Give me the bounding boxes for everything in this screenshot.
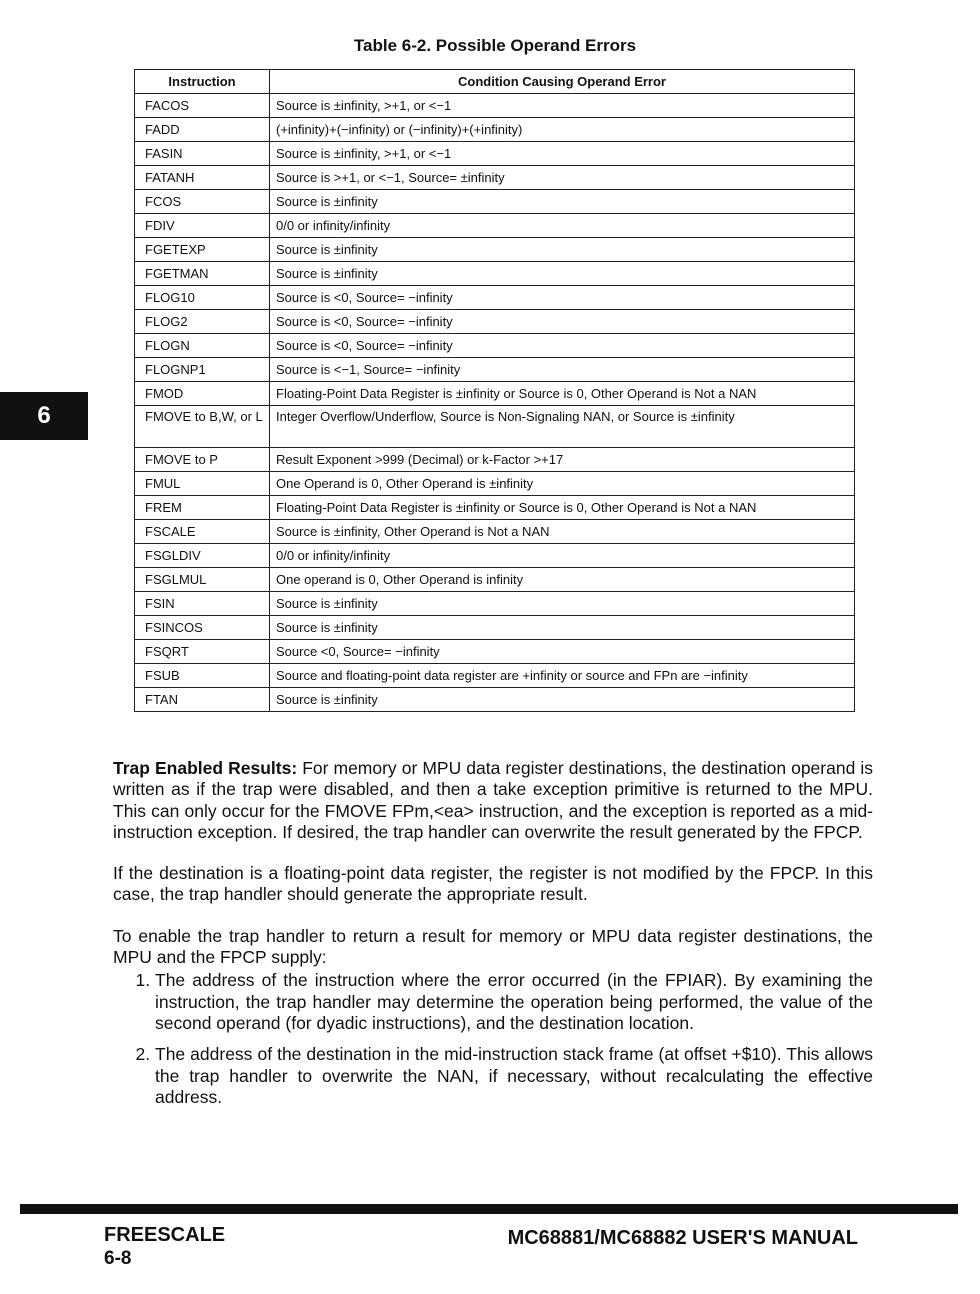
footer-brand: FREESCALE xyxy=(104,1224,226,1246)
table-row xyxy=(135,238,855,262)
instruction-cell: FLOG10 xyxy=(135,286,270,310)
condition-cell: Floating-Point Data Register is ±infinity or Source is 0, Other Operand is Not a NAN xyxy=(270,496,855,520)
table-row xyxy=(135,262,855,286)
instruction-cell: FGETEXP xyxy=(135,238,270,262)
table-row xyxy=(135,142,855,166)
condition-cell: Source is <−1, Source= −infinity xyxy=(270,358,855,382)
column-header: Instruction xyxy=(135,70,270,94)
paragraph: If the destination is a floating-point data register, the register is not modified by the FPCP. In this case, the trap handler should generate the appropriate result. xyxy=(113,863,873,905)
condition-cell: One Operand is 0, Other Operand is ±infinity xyxy=(270,472,855,496)
condition-cell: Source is ±infinity, >+1, or <−1 xyxy=(270,142,855,166)
table-row xyxy=(135,664,855,688)
instruction-cell: FCOS xyxy=(135,190,270,214)
table-row xyxy=(135,448,855,472)
table-row xyxy=(135,568,855,592)
instruction-cell: FDIV xyxy=(135,214,270,238)
footer-rule xyxy=(20,1204,958,1214)
instruction-cell: FMOVE to B,W, or L xyxy=(135,406,270,448)
table-row xyxy=(135,472,855,496)
instruction-cell: FSUB xyxy=(135,664,270,688)
condition-cell: Source is ±infinity xyxy=(270,190,855,214)
table-row xyxy=(135,406,855,448)
condition-cell: Source is ±infinity xyxy=(270,616,855,640)
operand-errors-table xyxy=(134,69,855,712)
instruction-cell: FTAN xyxy=(135,688,270,712)
condition-cell: Source is ±infinity xyxy=(270,262,855,286)
condition-cell: Floating-Point Data Register is ±infinity or Source is 0, Other Operand is Not a NAN xyxy=(270,382,855,406)
table-row xyxy=(135,358,855,382)
manual-title: MC68881/MC68882 USER'S MANUAL xyxy=(507,1227,858,1249)
condition-cell: Source is ±infinity xyxy=(270,238,855,262)
paragraph: To enable the trap handler to return a result for memory or MPU data register destinations, the MPU and the FPCP supply: xyxy=(113,925,873,968)
table-row xyxy=(135,118,855,142)
instruction-cell: FSINCOS xyxy=(135,616,270,640)
numbered-list xyxy=(113,970,873,1108)
instruction-cell: FATANH xyxy=(135,166,270,190)
instruction-cell: FASIN xyxy=(135,142,270,166)
instruction-cell: FADD xyxy=(135,118,270,142)
condition-cell: Result Exponent >999 (Decimal) or k-Factor >+17 xyxy=(270,448,855,472)
chapter-tab: 6 xyxy=(0,392,88,440)
table-row xyxy=(135,382,855,406)
table-row xyxy=(135,592,855,616)
instruction-cell: FSCALE xyxy=(135,520,270,544)
body-text xyxy=(113,758,873,1118)
page-number: 6-8 xyxy=(104,1248,132,1269)
paragraph-lead: Trap Enabled Results: xyxy=(113,758,298,778)
table-row xyxy=(135,520,855,544)
table-row xyxy=(135,190,855,214)
table-row xyxy=(135,496,855,520)
condition-cell: 0/0 or infinity/infinity xyxy=(270,214,855,238)
instruction-cell: FSQRT xyxy=(135,640,270,664)
condition-cell: Source and floating-point data register are +infinity or source and FPn are −infinity xyxy=(270,664,855,688)
condition-cell: Source is ±infinity xyxy=(270,688,855,712)
condition-cell: Source is <0, Source= −infinity xyxy=(270,286,855,310)
instruction-cell: FREM xyxy=(135,496,270,520)
table-row xyxy=(135,688,855,712)
instruction-cell: FMOD xyxy=(135,382,270,406)
condition-cell: Source is <0, Source= −infinity xyxy=(270,334,855,358)
instruction-cell: FLOGNP1 xyxy=(135,358,270,382)
paragraph xyxy=(113,758,873,843)
table-row xyxy=(135,616,855,640)
list-item: 2. The address of the destination in the mid-instruction stack frame (at offset +$10). This allows the trap handler to overwrite the NAN, if necessary, without recalculating the effective address. xyxy=(155,1044,873,1108)
table-title: Table 6-2. Possible Operand Errors xyxy=(353,36,637,55)
condition-cell: Source <0, Source= −infinity xyxy=(270,640,855,664)
condition-cell: One operand is 0, Other Operand is infinity xyxy=(270,568,855,592)
condition-cell: Integer Overflow/Underflow, Source is Non-Signaling NAN, or Source is ±infinity xyxy=(270,406,855,448)
table-row xyxy=(135,286,855,310)
instruction-cell: FACOS xyxy=(135,94,270,118)
instruction-cell: FLOGN xyxy=(135,334,270,358)
table-row xyxy=(135,94,855,118)
instruction-cell: FSGLMUL xyxy=(135,568,270,592)
condition-cell: Source is >+1, or <−1, Source= ±infinity xyxy=(270,166,855,190)
instruction-cell: FSIN xyxy=(135,592,270,616)
column-header: Condition Causing Operand Error xyxy=(270,70,855,94)
list-item: 1. The address of the instruction where the error occurred (in the FPIAR). By examining the instruction, the trap handler may determine the operation being performed, the value of the second operand (for dyadic instructions), and the destination location. xyxy=(155,970,873,1034)
instruction-cell: FLOG2 xyxy=(135,310,270,334)
instruction-cell: FGETMAN xyxy=(135,262,270,286)
table-row xyxy=(135,640,855,664)
condition-cell: (+infinity)+(−infinity) or (−infinity)+(+infinity) xyxy=(270,118,855,142)
condition-cell: Source is <0, Source= −infinity xyxy=(270,310,855,334)
paragraph-text: For memory or MPU data register destinations, the destination operand is written as if the trap were disabled, and then a take exception primitive is returned to the MPU. This can only occur for the FMOVE FPm,<ea> instruction, and the exception is reported as a mid-instruction exception. If desired, the trap handler can overwrite the result generated by the FPCP. xyxy=(113,758,873,842)
table-row xyxy=(135,166,855,190)
table-row xyxy=(135,334,855,358)
table-row xyxy=(135,214,855,238)
condition-cell: Source is ±infinity, >+1, or <−1 xyxy=(270,94,855,118)
instruction-cell: FMUL xyxy=(135,472,270,496)
condition-cell: 0/0 or infinity/infinity xyxy=(270,544,855,568)
condition-cell: Source is ±infinity, Other Operand is Not a NAN xyxy=(270,520,855,544)
table-row xyxy=(135,544,855,568)
table-row xyxy=(135,310,855,334)
instruction-cell: FMOVE to P xyxy=(135,448,270,472)
condition-cell: Source is ±infinity xyxy=(270,592,855,616)
instruction-cell: FSGLDIV xyxy=(135,544,270,568)
